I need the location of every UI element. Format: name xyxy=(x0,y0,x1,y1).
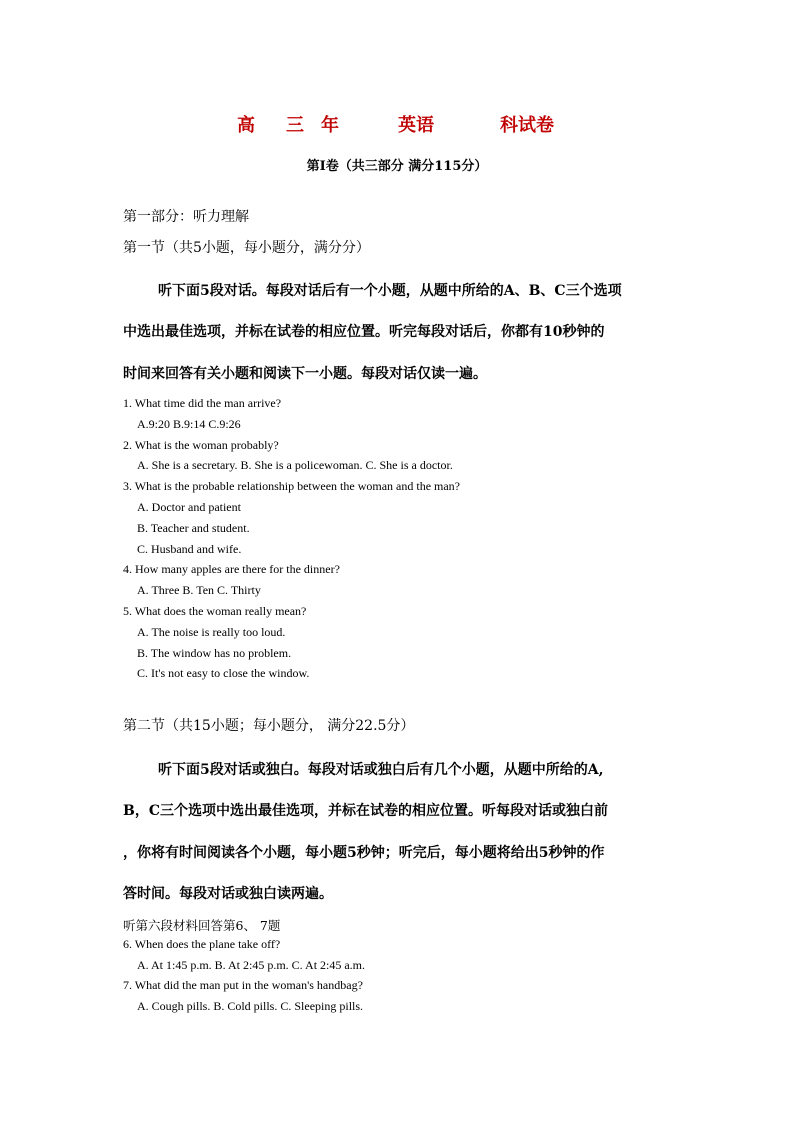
section1-instruction-line: 中选出最佳选项，并标在试卷的相应位置。听完每段对话后，你都有10秒钟的 xyxy=(123,324,605,340)
question-1-options: A.9:20 B.9:14 C.9:26 xyxy=(137,417,241,431)
question-5-option-c: C. It's not easy to close the window. xyxy=(137,666,310,680)
section1-instruction-line: 听下面5段对话。每段对话后有一个小题，从题中所给的A、B、C三个选项 xyxy=(158,283,622,299)
section2-instruction-line: 听下面5段对话或独白。每段对话或独白后有几个小题，从题中所给的A, xyxy=(158,762,604,778)
question-1: 1. What time did the man arrive? xyxy=(123,396,282,410)
question-3: 3. What is the probable relationship between the woman and the man? xyxy=(123,479,461,493)
section2-instruction-line: B，C三个选项中选出最佳选项，并标在试卷的相应位置。听每段对话或独白前 xyxy=(123,803,608,819)
title-part-1: 高 xyxy=(237,115,255,136)
exam-subtitle: 第I卷（共三部分 满分115分） xyxy=(306,159,488,174)
part1-heading: 第一部分：听力理解 xyxy=(123,209,249,225)
question-3-option-b: B. Teacher and student. xyxy=(137,521,250,535)
section1-instruction-line: 时间来回答有关小题和阅读下一小题。每段对话仅读一遍。 xyxy=(123,366,487,382)
question-3-option-c: C. Husband and wife. xyxy=(137,542,242,556)
question-2-options: A. She is a secretary. B. She is a policewoman. C. She is a doctor. xyxy=(137,458,453,472)
question-5-option-a: A. The noise is really too loud. xyxy=(137,625,286,639)
exam-title xyxy=(0,111,794,135)
question-5: 5. What does the woman really mean? xyxy=(123,604,307,618)
question-6-options: A. At 1:45 p.m. B. At 2:45 p.m. C. At 2:45 a.m. xyxy=(137,958,366,972)
question-5-option-b: B. The window has no problem. xyxy=(137,646,292,660)
section2-heading: 第二节（共15小题；每小题分， 满分22.5分） xyxy=(123,718,415,734)
question-6: 6. When does the plane take off? xyxy=(123,937,281,951)
title-subject: 英语 xyxy=(398,115,434,136)
question-2: 2. What is the woman probably? xyxy=(123,438,279,452)
title-part-5: 科试卷 xyxy=(500,115,554,136)
question-7: 7. What did the man put in the woman's handbag? xyxy=(123,978,363,992)
material-note: 听第六段材料回答第6、 7题 xyxy=(123,918,281,933)
question-3-option-a: A. Doctor and patient xyxy=(137,500,241,514)
question-4-options: A. Three B. Ten C. Thirty xyxy=(137,583,261,597)
section2-instruction-line: 答时间。每段对话或独白读两遍。 xyxy=(123,886,333,902)
section2-instruction-line: ，你将有时间阅读各个小题，每小题5秒钟；听完后，每小题将给出5秒钟的作 xyxy=(123,845,605,861)
title-part-3: 年 xyxy=(321,115,339,136)
question-4: 4. How many apples are there for the dinner? xyxy=(123,562,340,576)
title-part-2: 三 xyxy=(286,115,304,136)
question-7-options: A. Cough pills. B. Cold pills. C. Sleeping pills. xyxy=(137,999,364,1013)
section1-heading: 第一节（共5小题，每小题分，满分分） xyxy=(123,240,370,256)
